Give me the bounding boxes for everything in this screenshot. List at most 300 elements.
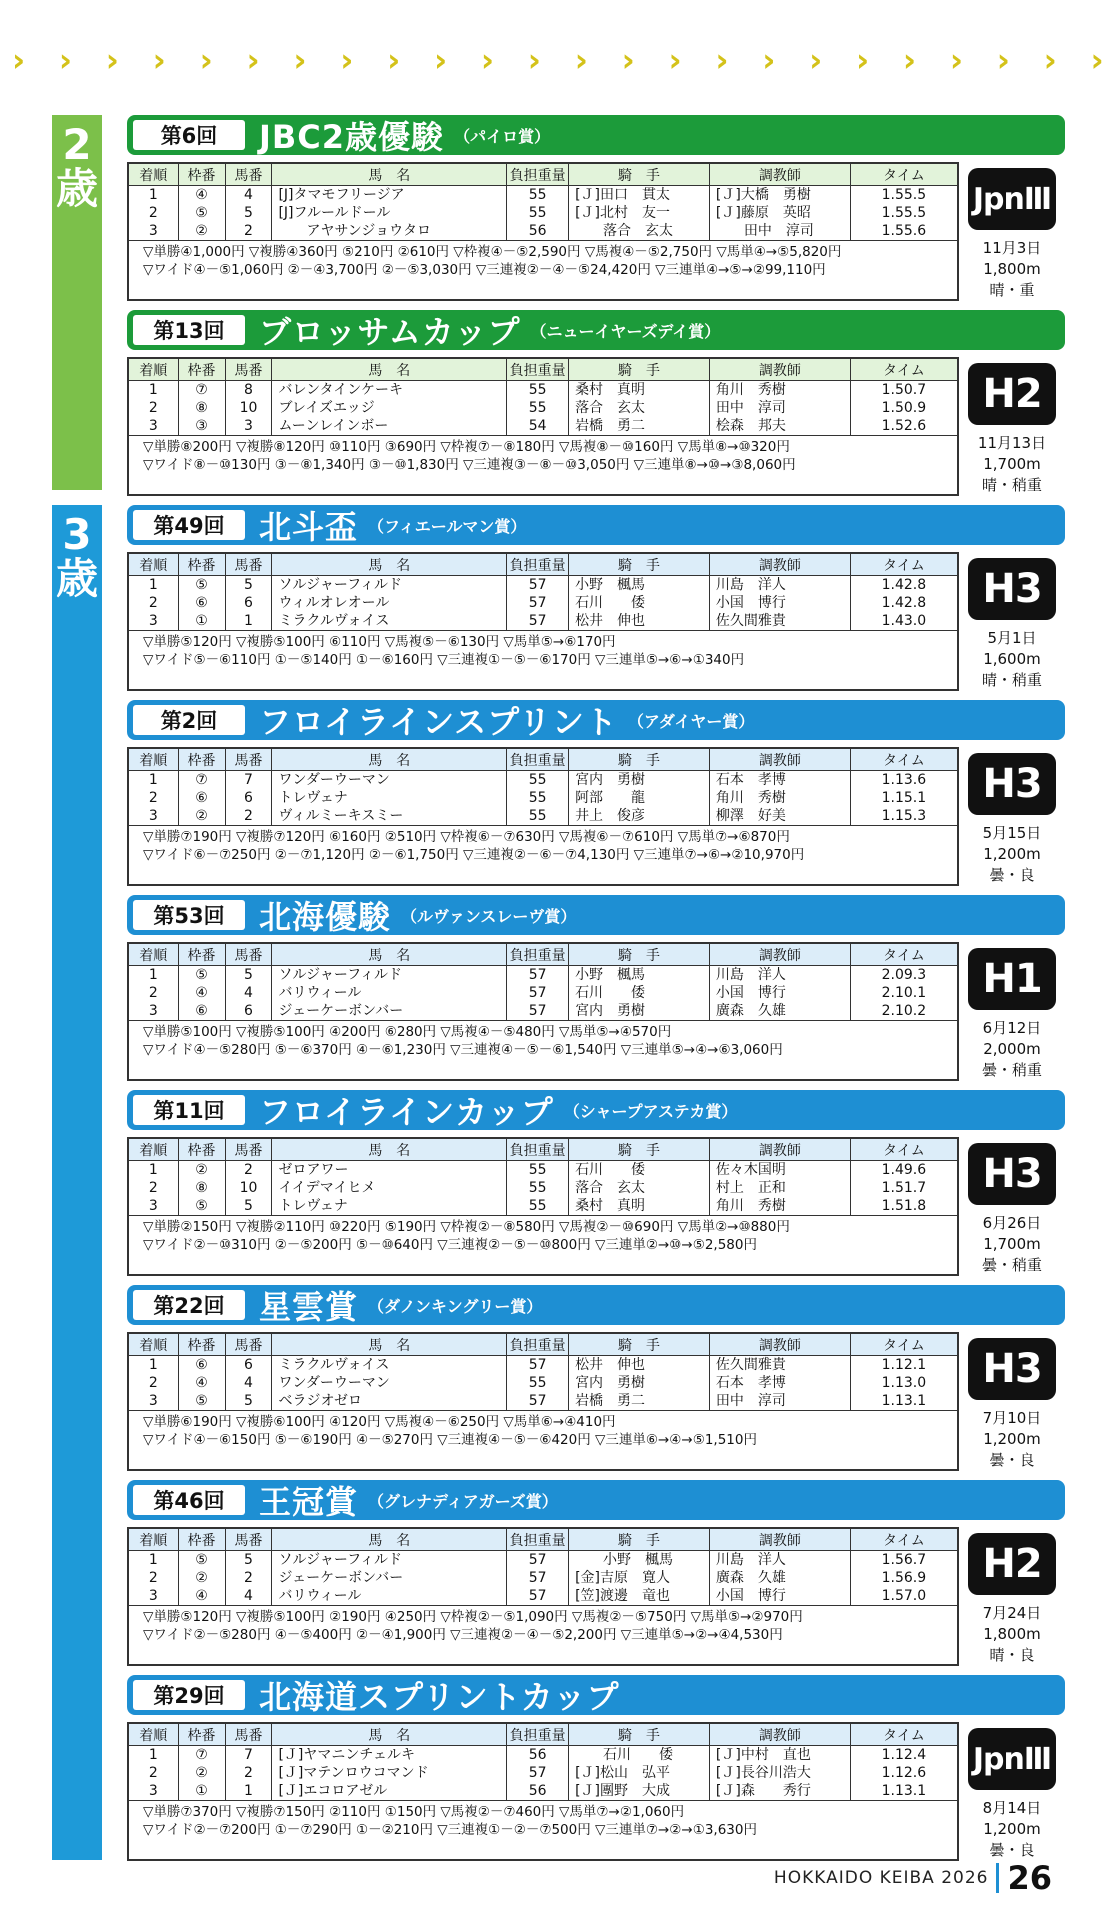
result-row bbox=[129, 1002, 957, 1020]
column-header: 枠番 bbox=[178, 554, 225, 576]
result-cell: ⑧ bbox=[178, 399, 225, 417]
race-edition: 第53回 bbox=[133, 900, 245, 930]
race-section bbox=[127, 505, 1065, 691]
race-condition: 曇・良 bbox=[989, 1841, 1035, 1859]
column-header: 枠番 bbox=[178, 749, 225, 771]
result-row bbox=[129, 594, 957, 612]
result-cell: 田中 淳司 bbox=[709, 1392, 850, 1410]
result-cell: 3 bbox=[129, 807, 178, 825]
result-cell: 57 bbox=[507, 966, 569, 985]
result-cell: 1.50.7 bbox=[881, 382, 927, 398]
chevron-icon: › bbox=[1043, 41, 1057, 79]
race-section bbox=[127, 310, 1065, 496]
result-row bbox=[129, 966, 957, 985]
age-number: 2 bbox=[62, 120, 92, 169]
column-header: 馬番 bbox=[225, 1139, 272, 1161]
result-cell: 5 bbox=[225, 1197, 272, 1215]
result-row bbox=[129, 1746, 957, 1765]
result-cell: 3 bbox=[129, 612, 178, 630]
column-header: 枠番 bbox=[178, 359, 225, 381]
result-cell: 1.55.5 bbox=[881, 187, 927, 203]
column-header: 着順 bbox=[129, 359, 178, 381]
column-header: 馬番 bbox=[225, 359, 272, 381]
result-table bbox=[127, 162, 959, 301]
race-distance: 1,200m bbox=[983, 1820, 1041, 1838]
result-cell: ゼロアワー bbox=[272, 1161, 507, 1180]
result-table bbox=[127, 942, 959, 1081]
result-cell: ⑥ bbox=[178, 1356, 225, 1375]
result-cell: 5 bbox=[225, 1392, 272, 1410]
result-cell: 1.15.3 bbox=[881, 808, 927, 824]
result-cell: 柳澤 好美 bbox=[709, 807, 850, 825]
result-cell: ⑤ bbox=[178, 1197, 225, 1215]
race-edition: 第29回 bbox=[133, 1680, 245, 1710]
column-header: 騎 手 bbox=[569, 1529, 710, 1551]
race-info bbox=[959, 1332, 1065, 1471]
column-header: 調教師 bbox=[709, 554, 850, 576]
result-cell: 桑村 真明 bbox=[569, 1197, 710, 1215]
chevron-icon: › bbox=[246, 41, 260, 79]
result-cell: トレヴェナ bbox=[272, 1197, 507, 1215]
chevron-icon: › bbox=[668, 41, 682, 79]
race-title: 北斗盃 bbox=[259, 508, 359, 546]
race-edition: 第2回 bbox=[133, 705, 245, 735]
result-cell: ジェーケーボンバー bbox=[272, 1002, 507, 1020]
race-title: 王冠賞 bbox=[259, 1483, 359, 1521]
result-row bbox=[129, 1197, 957, 1215]
result-cell: 2 bbox=[225, 222, 272, 240]
column-header: 馬 名 bbox=[272, 1529, 507, 1551]
result-cell: 55 bbox=[507, 399, 569, 417]
column-header: タイム bbox=[850, 554, 957, 576]
result-cell: 石川 倭 bbox=[569, 984, 710, 1002]
result-cell: 3 bbox=[129, 1392, 178, 1410]
payout-line: ▽単勝⑤120円 ▽複勝⑤100円 ②190円 ④250円 ▽枠複②－⑤1,090円 ▽馬複②－⑤750円 ▽馬単⑤→②970円 bbox=[143, 1609, 803, 1625]
result-cell: 石川 倭 bbox=[569, 1746, 710, 1765]
result-cell: ソルジャーフィルド bbox=[272, 1551, 507, 1570]
race-subtitle: （パイロ賞） bbox=[454, 126, 551, 146]
chevron-icon: › bbox=[527, 41, 541, 79]
column-header: 負担重量 bbox=[507, 1334, 569, 1356]
column-header: 馬 名 bbox=[272, 554, 507, 576]
column-header: 騎 手 bbox=[569, 164, 710, 186]
page-footer bbox=[774, 1859, 1052, 1897]
payout-line: ▽ワイド⑥－⑦250円 ②－⑦1,120円 ②－⑥1,750円 ▽三連複②－⑥－⑦4,130円 ▽三連単⑦→⑥→②10,970円 bbox=[143, 847, 805, 863]
result-table bbox=[127, 357, 959, 496]
race-header bbox=[127, 700, 1065, 740]
result-table bbox=[127, 1332, 959, 1471]
result-row bbox=[129, 612, 957, 630]
result-row bbox=[129, 222, 957, 240]
race-distance: 1,800m bbox=[983, 260, 1041, 278]
race-title: ブロッサムカップ bbox=[259, 313, 521, 351]
race-date: 11月13日 bbox=[977, 434, 1047, 452]
result-cell: 宮内 勇樹 bbox=[569, 1374, 710, 1392]
payout-line: ▽単勝⑧200円 ▽複勝⑧120円 ⑩110円 ③690円 ▽枠複⑦－⑧180円 ▽馬複⑧－⑩160円 ▽馬単⑧→⑩320円 bbox=[143, 439, 790, 455]
result-cell: 55 bbox=[507, 1197, 569, 1215]
result-row bbox=[129, 771, 957, 790]
race-info bbox=[959, 1722, 1065, 1861]
result-row bbox=[129, 576, 957, 595]
column-header: 枠番 bbox=[178, 1724, 225, 1746]
race-info bbox=[959, 162, 1065, 301]
result-table bbox=[127, 1722, 959, 1861]
result-cell: 桧森 邦夫 bbox=[709, 417, 850, 435]
payout-info bbox=[129, 1605, 957, 1646]
race-condition: 曇・稍重 bbox=[981, 1256, 1042, 1274]
chevron-icon: › bbox=[856, 41, 870, 79]
result-cell: 田中 淳司 bbox=[709, 222, 850, 240]
result-cell: トレヴェナ bbox=[272, 789, 507, 807]
chevron-icon: › bbox=[152, 41, 166, 79]
race-info bbox=[959, 357, 1065, 496]
result-cell: 松井 伸也 bbox=[569, 612, 710, 630]
result-cell: アヤサンジョウタロ bbox=[272, 222, 507, 240]
race-condition: 晴・稍重 bbox=[981, 476, 1042, 494]
result-row bbox=[129, 1569, 957, 1587]
result-cell: 56 bbox=[507, 1746, 569, 1765]
result-cell: 55 bbox=[507, 771, 569, 790]
chevron-icon: › bbox=[199, 41, 213, 79]
page-number: 26 bbox=[1007, 1859, 1052, 1897]
result-cell: 2.10.2 bbox=[881, 1003, 927, 1019]
chevron-icon: › bbox=[1090, 41, 1104, 79]
result-cell: 5 bbox=[225, 576, 272, 595]
result-cell: イイデマイヒメ bbox=[272, 1179, 507, 1197]
result-cell: 佐久間雅貴 bbox=[709, 1356, 850, 1375]
result-cell: 57 bbox=[507, 594, 569, 612]
column-header: 枠番 bbox=[178, 1139, 225, 1161]
grade-badge: JpnⅢ bbox=[968, 1728, 1056, 1790]
race-header bbox=[127, 1480, 1065, 1520]
result-cell: ② bbox=[178, 1569, 225, 1587]
race-distance: 1,600m bbox=[983, 650, 1041, 668]
result-cell: 6 bbox=[225, 1002, 272, 1020]
chevron-icon: › bbox=[621, 41, 635, 79]
result-cell: 2 bbox=[225, 1569, 272, 1587]
race-subtitle: （フィエールマン賞） bbox=[368, 516, 527, 536]
result-cell: ブレイズエッジ bbox=[272, 399, 507, 417]
grade-badge: H2 bbox=[968, 1533, 1056, 1595]
result-cell: 2 bbox=[225, 807, 272, 825]
column-header: 着順 bbox=[129, 944, 178, 966]
result-cell: [Ｊ]田口 貫太 bbox=[569, 186, 710, 205]
result-cell: 角川 秀樹 bbox=[709, 1197, 850, 1215]
column-header: 馬番 bbox=[225, 554, 272, 576]
chevron-icon: › bbox=[809, 41, 823, 79]
column-header: 馬 名 bbox=[272, 359, 507, 381]
chevron-icon: › bbox=[105, 41, 119, 79]
footer-title: HOKKAIDO KEIBA 2026 bbox=[773, 1868, 989, 1888]
result-cell: 石本 孝博 bbox=[709, 1374, 850, 1392]
race-date: 6月12日 bbox=[982, 1019, 1042, 1037]
result-cell: 1.13.6 bbox=[881, 772, 927, 788]
column-header: タイム bbox=[850, 1724, 957, 1746]
race-header bbox=[127, 505, 1065, 545]
result-cell: 小野 楓馬 bbox=[569, 1551, 710, 1570]
result-cell: [Ｊ]藤原 英昭 bbox=[709, 204, 850, 222]
race-title: フロイラインカップ bbox=[259, 1093, 554, 1131]
result-cell: 3 bbox=[129, 1197, 178, 1215]
result-cell: ヴィルミーキスミー bbox=[272, 807, 507, 825]
result-cell: 1.43.0 bbox=[881, 613, 927, 629]
race-distance: 1,200m bbox=[983, 1430, 1041, 1448]
payout-line: ▽ワイド②－⑩310円 ②－⑤200円 ⑤－⑩640円 ▽三連複②－⑤－⑩800円 ▽三連単②→⑩→⑤2,580円 bbox=[143, 1237, 757, 1253]
result-cell: 57 bbox=[507, 1356, 569, 1375]
footer-divider bbox=[996, 1863, 999, 1893]
result-cell: [Ｊ]長谷川浩大 bbox=[709, 1764, 850, 1782]
result-row bbox=[129, 417, 957, 435]
result-cell: 3 bbox=[129, 1782, 178, 1800]
race-header bbox=[127, 1675, 1065, 1715]
result-row bbox=[129, 984, 957, 1002]
result-cell: 55 bbox=[507, 1179, 569, 1197]
race-edition: 第6回 bbox=[133, 120, 245, 150]
result-cell: 1.50.9 bbox=[881, 400, 927, 416]
column-header: 馬番 bbox=[225, 164, 272, 186]
result-cell: バリウィール bbox=[272, 1587, 507, 1605]
result-cell: 1 bbox=[129, 966, 178, 985]
result-cell: 57 bbox=[507, 576, 569, 595]
chevron-icon: › bbox=[12, 41, 26, 79]
result-cell: 2 bbox=[129, 1374, 178, 1392]
result-cell: 1.56.9 bbox=[881, 1570, 927, 1586]
result-cell: 7 bbox=[225, 771, 272, 790]
race-section bbox=[127, 1090, 1065, 1276]
column-header: 馬 名 bbox=[272, 944, 507, 966]
result-row bbox=[129, 807, 957, 825]
race-section bbox=[127, 700, 1065, 886]
result-cell: バレンタインケーキ bbox=[272, 381, 507, 400]
column-header: 調教師 bbox=[709, 1139, 850, 1161]
payout-line: ▽ワイド②－⑦200円 ①－⑦290円 ①－②210円 ▽三連複①－②－⑦500円 ▽三連単⑦→②→①3,630円 bbox=[143, 1822, 757, 1838]
column-header: 馬 名 bbox=[272, 749, 507, 771]
payout-info bbox=[129, 1410, 957, 1451]
payout-line: ▽ワイド②－⑤280円 ④－⑤400円 ②－④1,900円 ▽三連複②－④－⑤2,200円 ▽三連単⑤→②→④4,530円 bbox=[143, 1627, 783, 1643]
result-cell: 廣森 久雄 bbox=[709, 1569, 850, 1587]
race-header bbox=[127, 1285, 1065, 1325]
result-table bbox=[127, 1527, 959, 1666]
result-cell: [Ｊ]北村 友一 bbox=[569, 204, 710, 222]
result-cell: ② bbox=[178, 1161, 225, 1180]
result-row bbox=[129, 1782, 957, 1800]
race-date: 11月3日 bbox=[982, 239, 1042, 257]
result-cell: 1.13.1 bbox=[881, 1393, 927, 1409]
payout-info bbox=[129, 630, 957, 671]
column-header: 騎 手 bbox=[569, 1139, 710, 1161]
payout-line: ▽単勝⑤100円 ▽複勝⑤100円 ④200円 ⑥280円 ▽馬複④－⑤480円 ▽馬単⑤→④570円 bbox=[143, 1024, 672, 1040]
result-cell: 佐久間雅貴 bbox=[709, 612, 850, 630]
column-header: 馬 名 bbox=[272, 164, 507, 186]
result-cell: 57 bbox=[507, 1587, 569, 1605]
result-cell: ⑤ bbox=[178, 966, 225, 985]
result-cell: ⑤ bbox=[178, 1551, 225, 1570]
result-row bbox=[129, 1161, 957, 1180]
result-cell: ソルジャーフィルド bbox=[272, 966, 507, 985]
result-cell: ⑤ bbox=[178, 576, 225, 595]
age-3-label bbox=[52, 505, 102, 1860]
column-header: 調教師 bbox=[709, 164, 850, 186]
grade-badge: H2 bbox=[968, 363, 1056, 425]
result-cell: 阿部 龍 bbox=[569, 789, 710, 807]
payout-info bbox=[129, 1020, 957, 1061]
result-cell: ⑦ bbox=[178, 771, 225, 790]
result-cell: ソルジャーフィルド bbox=[272, 576, 507, 595]
result-cell: 2 bbox=[129, 204, 178, 222]
column-header: タイム bbox=[850, 944, 957, 966]
result-cell: 宮内 勇樹 bbox=[569, 771, 710, 790]
result-row bbox=[129, 1356, 957, 1375]
column-header: 調教師 bbox=[709, 1334, 850, 1356]
column-header: 馬 名 bbox=[272, 1724, 507, 1746]
race-subtitle: （ニューイヤーズデイ賞） bbox=[530, 321, 721, 341]
result-row bbox=[129, 1392, 957, 1410]
result-cell: 5 bbox=[225, 966, 272, 985]
result-row bbox=[129, 1551, 957, 1570]
result-cell: ベラジオゼロ bbox=[272, 1392, 507, 1410]
result-cell: 1.42.8 bbox=[881, 595, 927, 611]
column-header: 騎 手 bbox=[569, 359, 710, 381]
column-header: 枠番 bbox=[178, 164, 225, 186]
result-cell: 3 bbox=[225, 417, 272, 435]
result-cell: ⑧ bbox=[178, 1179, 225, 1197]
result-cell: 小国 博行 bbox=[709, 984, 850, 1002]
race-section bbox=[127, 115, 1065, 301]
result-cell: [Ｊ]エコロアゼル bbox=[272, 1782, 507, 1800]
result-cell: 小野 楓馬 bbox=[569, 966, 710, 985]
payout-line: ▽ワイド④－⑥150円 ⑤－⑥190円 ④－⑤270円 ▽三連複④－⑤－⑥420円 ▽三連単⑥→④→⑤1,510円 bbox=[143, 1432, 757, 1448]
result-cell: 4 bbox=[225, 1587, 272, 1605]
result-cell: 1.13.0 bbox=[881, 1375, 927, 1391]
result-cell: 1.42.8 bbox=[881, 577, 927, 593]
result-cell: 1.56.7 bbox=[881, 1552, 927, 1568]
result-cell: [金]吉原 寛人 bbox=[569, 1569, 710, 1587]
race-subtitle: （グレナディアガーズ賞） bbox=[368, 1491, 558, 1511]
payout-info bbox=[129, 240, 957, 281]
race-edition: 第49回 bbox=[133, 510, 245, 540]
column-header: 馬番 bbox=[225, 1334, 272, 1356]
race-date: 7月24日 bbox=[982, 1604, 1042, 1622]
result-cell: 56 bbox=[507, 1782, 569, 1800]
race-info bbox=[959, 942, 1065, 1081]
result-cell: 6 bbox=[225, 789, 272, 807]
grade-badge: H3 bbox=[968, 753, 1056, 815]
result-cell: 57 bbox=[507, 612, 569, 630]
payout-line: ▽ワイド⑧－⑩130円 ③－⑧1,340円 ③－⑩1,830円 ▽三連複③－⑧－⑩3,050円 ▽三連単⑧→⑩→③8,060円 bbox=[143, 457, 796, 473]
race-subtitle: （シャープアステカ賞） bbox=[563, 1101, 738, 1121]
column-header: 馬 名 bbox=[272, 1334, 507, 1356]
race-edition: 第13回 bbox=[133, 315, 245, 345]
result-cell: ⑥ bbox=[178, 1002, 225, 1020]
column-header: 着順 bbox=[129, 1139, 178, 1161]
column-header: 馬番 bbox=[225, 944, 272, 966]
column-header: 馬番 bbox=[225, 1724, 272, 1746]
result-cell: 1.12.6 bbox=[881, 1765, 927, 1781]
column-header: 調教師 bbox=[709, 359, 850, 381]
chevron-border bbox=[12, 41, 1104, 79]
result-cell: 廣森 久雄 bbox=[709, 1002, 850, 1020]
column-header: 枠番 bbox=[178, 1529, 225, 1551]
column-header: タイム bbox=[850, 1529, 957, 1551]
result-cell: 8 bbox=[225, 381, 272, 400]
result-cell: 2 bbox=[129, 594, 178, 612]
result-cell: ① bbox=[178, 1782, 225, 1800]
race-info bbox=[959, 552, 1065, 691]
result-cell: 6 bbox=[225, 1356, 272, 1375]
result-table bbox=[127, 552, 959, 691]
result-cell: 57 bbox=[507, 1569, 569, 1587]
race-edition: 第46回 bbox=[133, 1485, 245, 1515]
result-cell: 宮内 勇樹 bbox=[569, 1002, 710, 1020]
chevron-icon: › bbox=[480, 41, 495, 79]
column-header: 騎 手 bbox=[569, 1724, 710, 1746]
result-cell: 1.57.0 bbox=[881, 1588, 927, 1604]
result-table bbox=[127, 1137, 959, 1276]
result-cell: 57 bbox=[507, 1551, 569, 1570]
result-cell: 落合 玄太 bbox=[569, 222, 710, 240]
race-edition: 第22回 bbox=[133, 1290, 245, 1320]
age-2-label bbox=[52, 115, 102, 490]
grade-badge: JpnⅢ bbox=[968, 168, 1056, 230]
result-cell: ④ bbox=[178, 1374, 225, 1392]
race-date: 5月15日 bbox=[982, 824, 1042, 842]
payout-info bbox=[129, 435, 957, 476]
result-cell: 小野 楓馬 bbox=[569, 576, 710, 595]
race-date: 6月26日 bbox=[982, 1214, 1042, 1232]
result-cell: [J]フルールドール bbox=[272, 204, 507, 222]
column-header: 着順 bbox=[129, 1724, 178, 1746]
result-cell: 1 bbox=[225, 612, 272, 630]
result-cell: 田中 淳司 bbox=[709, 399, 850, 417]
payout-line: ▽ワイド④－⑤280円 ⑤－⑥370円 ④－⑥1,230円 ▽三連複④－⑤－⑥1,540円 ▽三連単⑤→④→⑥3,060円 bbox=[143, 1042, 783, 1058]
result-cell: 松井 伸也 bbox=[569, 1356, 710, 1375]
result-cell: 川島 洋人 bbox=[709, 966, 850, 985]
result-cell: 5 bbox=[225, 1551, 272, 1570]
result-cell: 角川 秀樹 bbox=[709, 789, 850, 807]
payout-line: ▽単勝⑤120円 ▽複勝⑤100円 ⑥110円 ▽馬複⑤－⑥130円 ▽馬単⑤→⑥170円 bbox=[143, 634, 616, 650]
race-condition: 曇・稍重 bbox=[981, 1061, 1042, 1079]
column-header: 負担重量 bbox=[507, 1529, 569, 1551]
result-cell: 3 bbox=[129, 222, 178, 240]
result-row bbox=[129, 204, 957, 222]
column-header: 騎 手 bbox=[569, 554, 710, 576]
result-cell: 2 bbox=[129, 789, 178, 807]
result-cell: 55 bbox=[507, 807, 569, 825]
chevron-icon: › bbox=[996, 41, 1010, 79]
grade-badge: H3 bbox=[968, 558, 1056, 620]
result-cell: ② bbox=[178, 807, 225, 825]
result-row bbox=[129, 186, 957, 205]
result-cell: 川島 洋人 bbox=[709, 1551, 850, 1570]
grade-badge: H3 bbox=[968, 1143, 1056, 1205]
column-header: タイム bbox=[850, 164, 957, 186]
result-cell: ワンダーウーマン bbox=[272, 771, 507, 790]
column-header: 負担重量 bbox=[507, 1724, 569, 1746]
result-cell: 2 bbox=[225, 1764, 272, 1782]
result-cell: 3 bbox=[129, 1002, 178, 1020]
result-cell: [Ｊ]森 秀行 bbox=[709, 1782, 850, 1800]
result-cell: 55 bbox=[507, 204, 569, 222]
chevron-icon: › bbox=[58, 41, 73, 79]
payout-line: ▽単勝⑦370円 ▽複勝⑦150円 ②110円 ①150円 ▽馬複②－⑦460円 ▽馬単⑦→②1,060円 bbox=[143, 1804, 685, 1820]
result-cell: ⑥ bbox=[178, 594, 225, 612]
race-subtitle: （ダノンキングリー賞） bbox=[368, 1296, 543, 1316]
column-header: 枠番 bbox=[178, 1334, 225, 1356]
result-cell: 57 bbox=[507, 1002, 569, 1020]
result-cell: ムーンレインボー bbox=[272, 417, 507, 435]
result-cell: ⑦ bbox=[178, 1746, 225, 1765]
result-cell: 2.09.3 bbox=[881, 967, 927, 983]
